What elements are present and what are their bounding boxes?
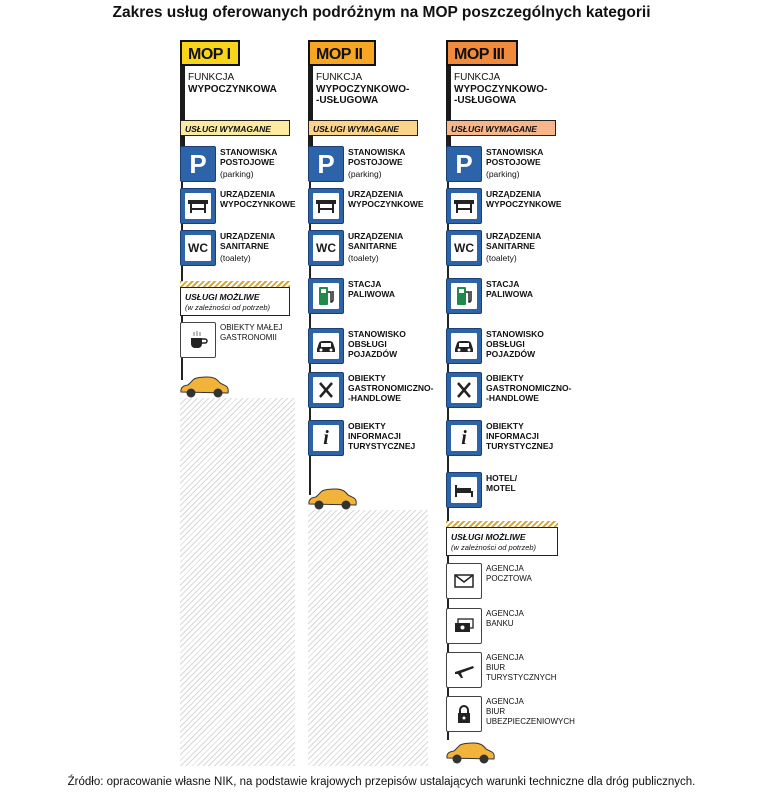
envelope-icon bbox=[446, 563, 482, 599]
mop3-header: MOP III bbox=[446, 40, 518, 66]
parking-icon bbox=[180, 146, 216, 182]
mop2-required-label: USŁUGI WYMAGANE bbox=[308, 120, 418, 136]
diagram-title: Zakres usług oferowanych podróżnym na MOP poszczególnych kategorii bbox=[112, 4, 651, 21]
mop1-optional-label: USŁUGI MOŻLIWE (w zależności od potrzeb) bbox=[180, 287, 290, 316]
mop1-hatched-area bbox=[180, 398, 295, 766]
car-service-icon bbox=[446, 328, 482, 364]
padlock-icon bbox=[446, 696, 482, 732]
car-service-icon bbox=[308, 328, 344, 364]
rest-area-icon bbox=[308, 188, 344, 224]
parking-glyph: P bbox=[185, 151, 211, 177]
mop2-header: MOP II bbox=[308, 40, 376, 66]
info-icon: i bbox=[308, 420, 344, 456]
toilet-icon: WC bbox=[180, 230, 216, 266]
info-icon: i bbox=[446, 420, 482, 456]
mop1-header: MOP I bbox=[180, 40, 240, 66]
banknotes-icon bbox=[446, 608, 482, 644]
fork-knife-icon bbox=[446, 372, 482, 408]
hotel-bed-icon bbox=[446, 472, 482, 508]
mop2-function: FUNKCJA WYPOCZYNKOWO- -USŁUGOWA bbox=[316, 72, 410, 106]
mop2-car-icon bbox=[306, 486, 358, 512]
mop1-required-label: USŁUGI WYMAGANE bbox=[180, 120, 290, 136]
fork-knife-icon bbox=[308, 372, 344, 408]
fuel-pump-icon bbox=[446, 278, 482, 314]
mop3-car-icon bbox=[444, 740, 496, 766]
airplane-icon bbox=[446, 652, 482, 688]
parking-icon: P bbox=[308, 146, 344, 182]
rest-area-icon bbox=[446, 188, 482, 224]
coffee-cup-icon bbox=[180, 322, 216, 358]
mop3-required-label: USŁUGI WYMAGANE bbox=[446, 120, 556, 136]
rest-area-icon bbox=[180, 188, 216, 224]
toilet-icon: WC bbox=[308, 230, 344, 266]
mop2-hatched-area bbox=[308, 510, 428, 766]
mop3-function: FUNKCJA WYPOCZYNKOWO- -USŁUGOWA bbox=[454, 72, 548, 106]
mop1-car-icon bbox=[178, 374, 230, 400]
mop1-function-value: WYPOCZYNKOWA bbox=[188, 83, 277, 95]
mop1-function bbox=[188, 72, 277, 95]
fuel-pump-icon bbox=[308, 278, 344, 314]
source-note: Źródło: opracowanie własne NIK, na podstawie krajowych przepisów ustalających warunki techniczne dla dróg publicznych. bbox=[67, 776, 696, 788]
mop1-function-label: FUNKCJA bbox=[188, 72, 235, 83]
mop3-optional-label: USŁUGI MOŻLIWE (w zależności od potrzeb) bbox=[446, 527, 558, 556]
toilet-icon: WC bbox=[446, 230, 482, 266]
parking-icon: P bbox=[446, 146, 482, 182]
